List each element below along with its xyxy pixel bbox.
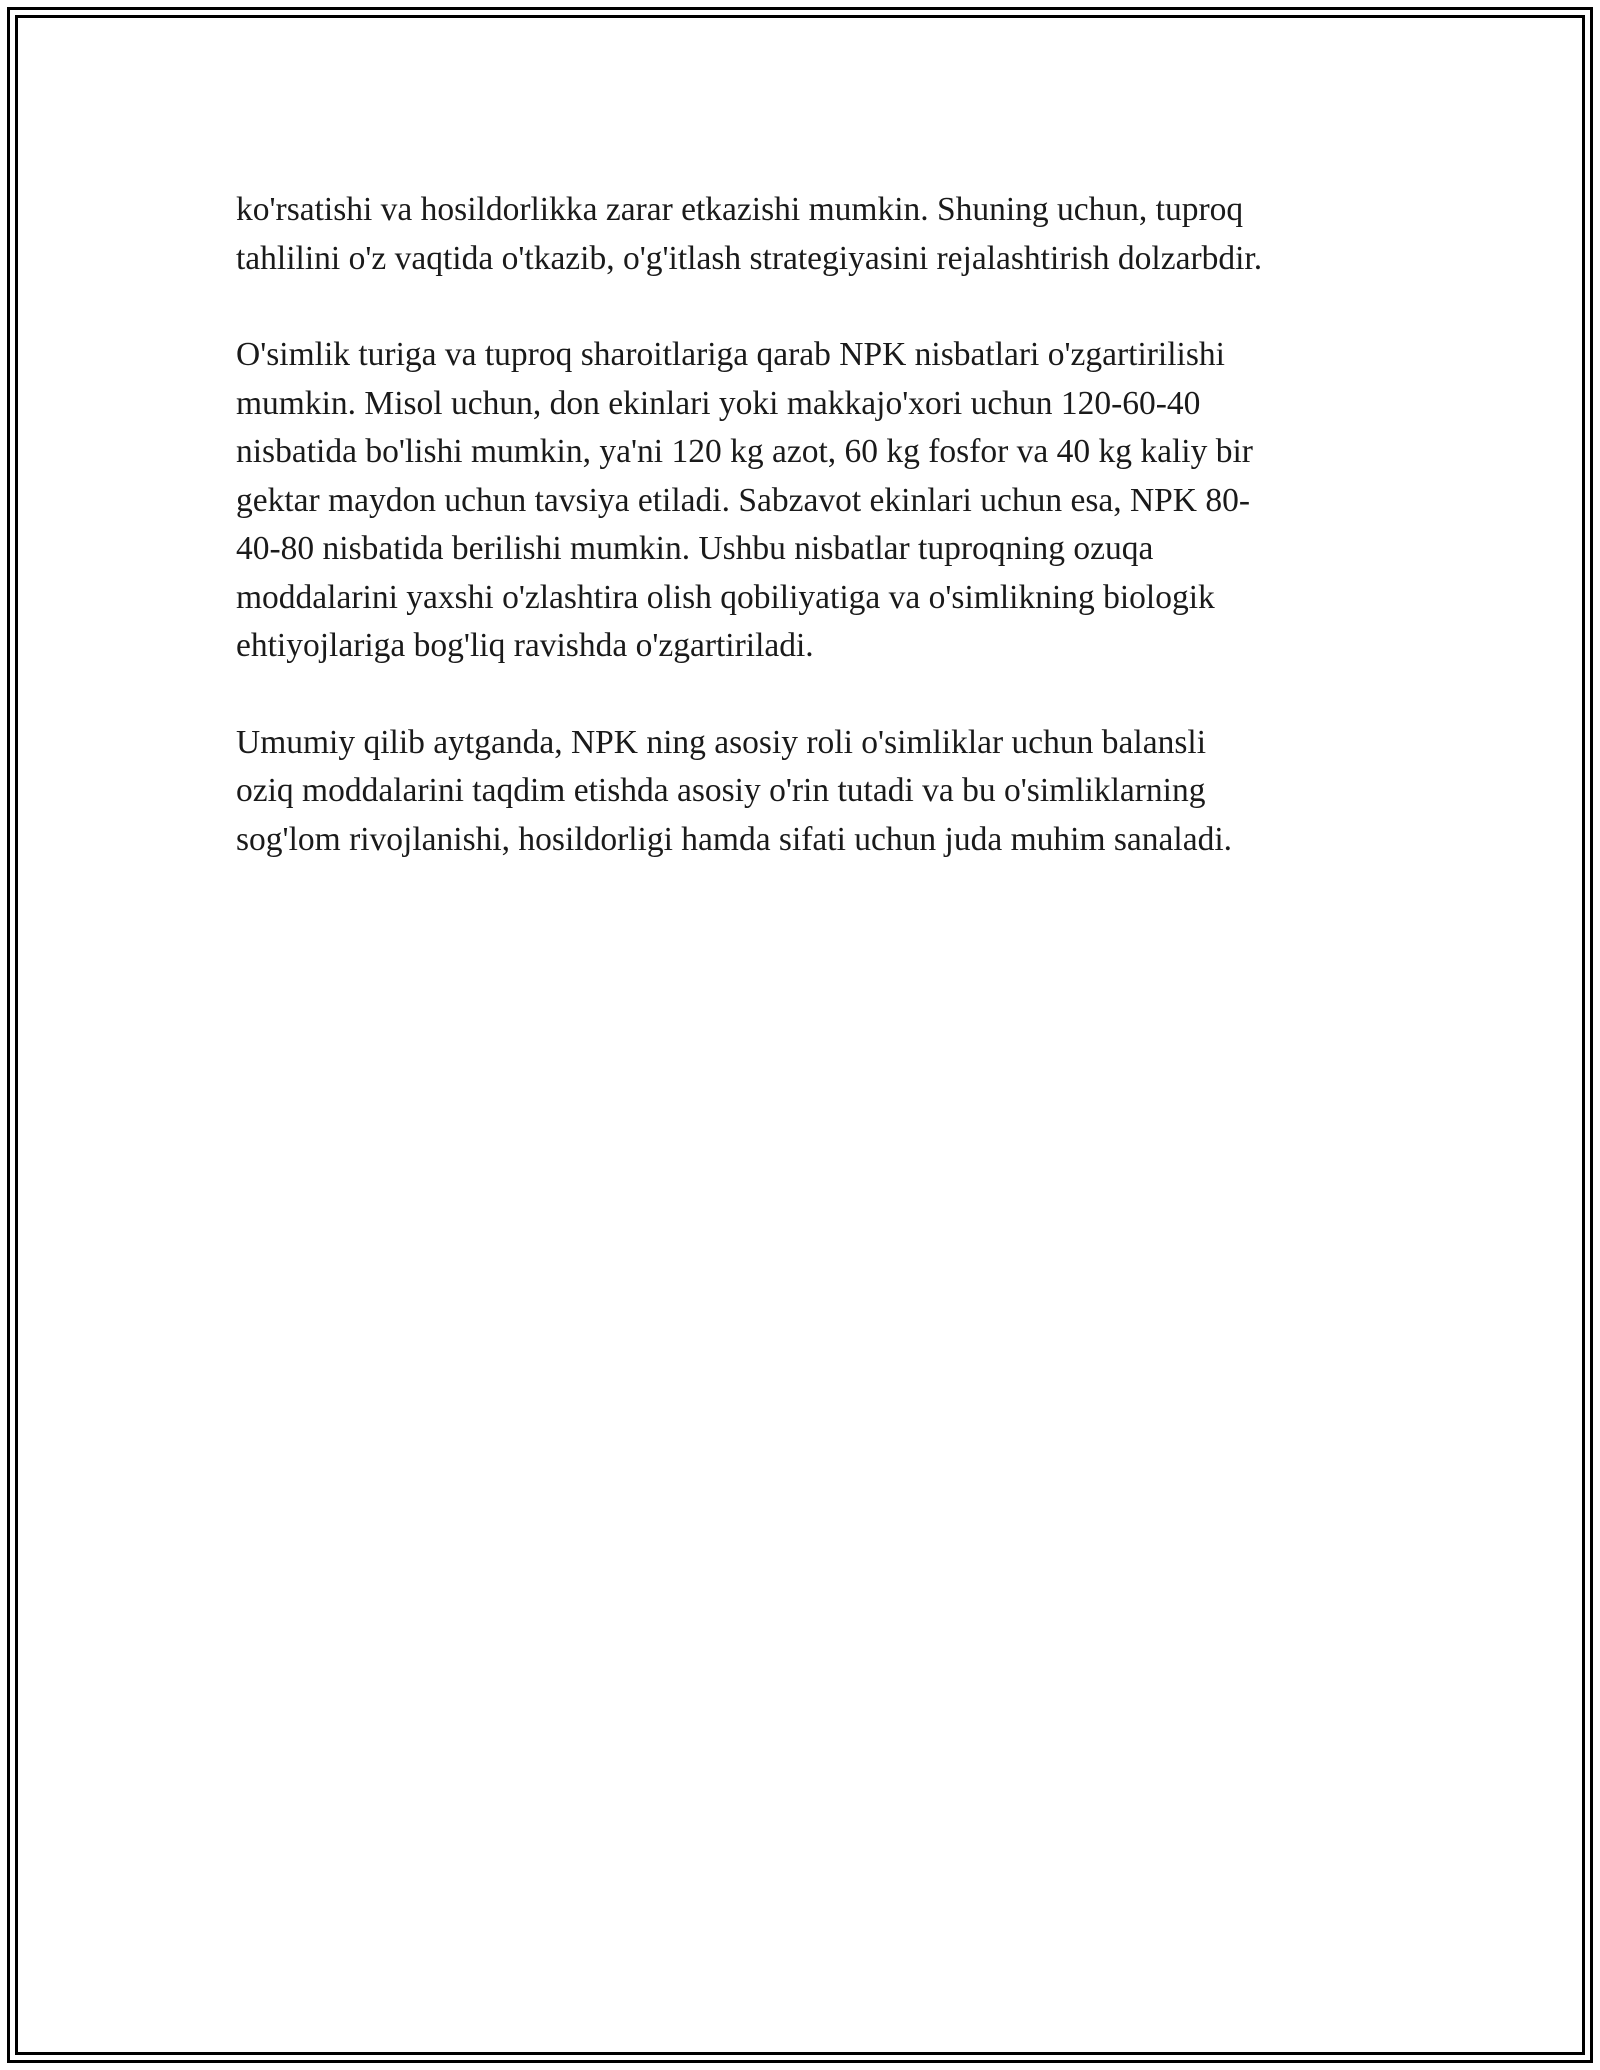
paragraph-3 <box>236 719 1376 865</box>
paragraph-1 <box>236 186 1376 283</box>
text-line: Umumiy qilib aytganda, NPK ning asosiy roli o'simliklar uchun balansli <box>236 723 1206 761</box>
text-line: mumkin. Misol uchun, don ekinlari yoki makkajo'xori uchun 120-60-40 <box>236 384 1201 422</box>
text-line: ko'rsatishi va hosildorlikka zarar etkazishi mumkin. Shuning uchun, tuproq <box>236 191 1244 228</box>
text-line: ehtiyojlariga bog'liq ravishda o'zgartiriladi. <box>236 627 814 664</box>
text-line: oziq moddalarini taqdim etishda asosiy o'rin tutadi va bu o'simliklarning <box>236 772 1206 809</box>
document-body <box>236 186 1376 912</box>
text-line: tahlilini o'z vaqtida o'tkazib, o'g'itlash strategiyasini rejalashtirish dolzarbdir. <box>236 239 1263 277</box>
text-line: gektar maydon uchun tavsiya etiladi. Sabzavot ekinlari uchun esa, NPK 80- <box>236 481 1251 519</box>
text-line: 40-80 nisbatida berilishi mumkin. Ushbu nisbatlar tuproqning ozuqa <box>236 530 1154 567</box>
text-line: sog'lom rivojlanishi, hosildorligi hamda sifati uchun juda muhim sanaladi. <box>236 820 1233 858</box>
paragraph-2 <box>236 331 1376 671</box>
text-line: O'simlik turiga va tuproq sharoitlariga qarab NPK nisbatlari o'zgartirilishi <box>236 336 1225 373</box>
text-line: nisbatida bo'lishi mumkin, ya'ni 120 kg azot, 60 kg fosfor va 40 kg kaliy bir <box>236 433 1253 470</box>
text-line: moddalarini yaxshi o'zlashtira olish qobiliyatiga va o'simlikning biologik <box>236 578 1215 616</box>
